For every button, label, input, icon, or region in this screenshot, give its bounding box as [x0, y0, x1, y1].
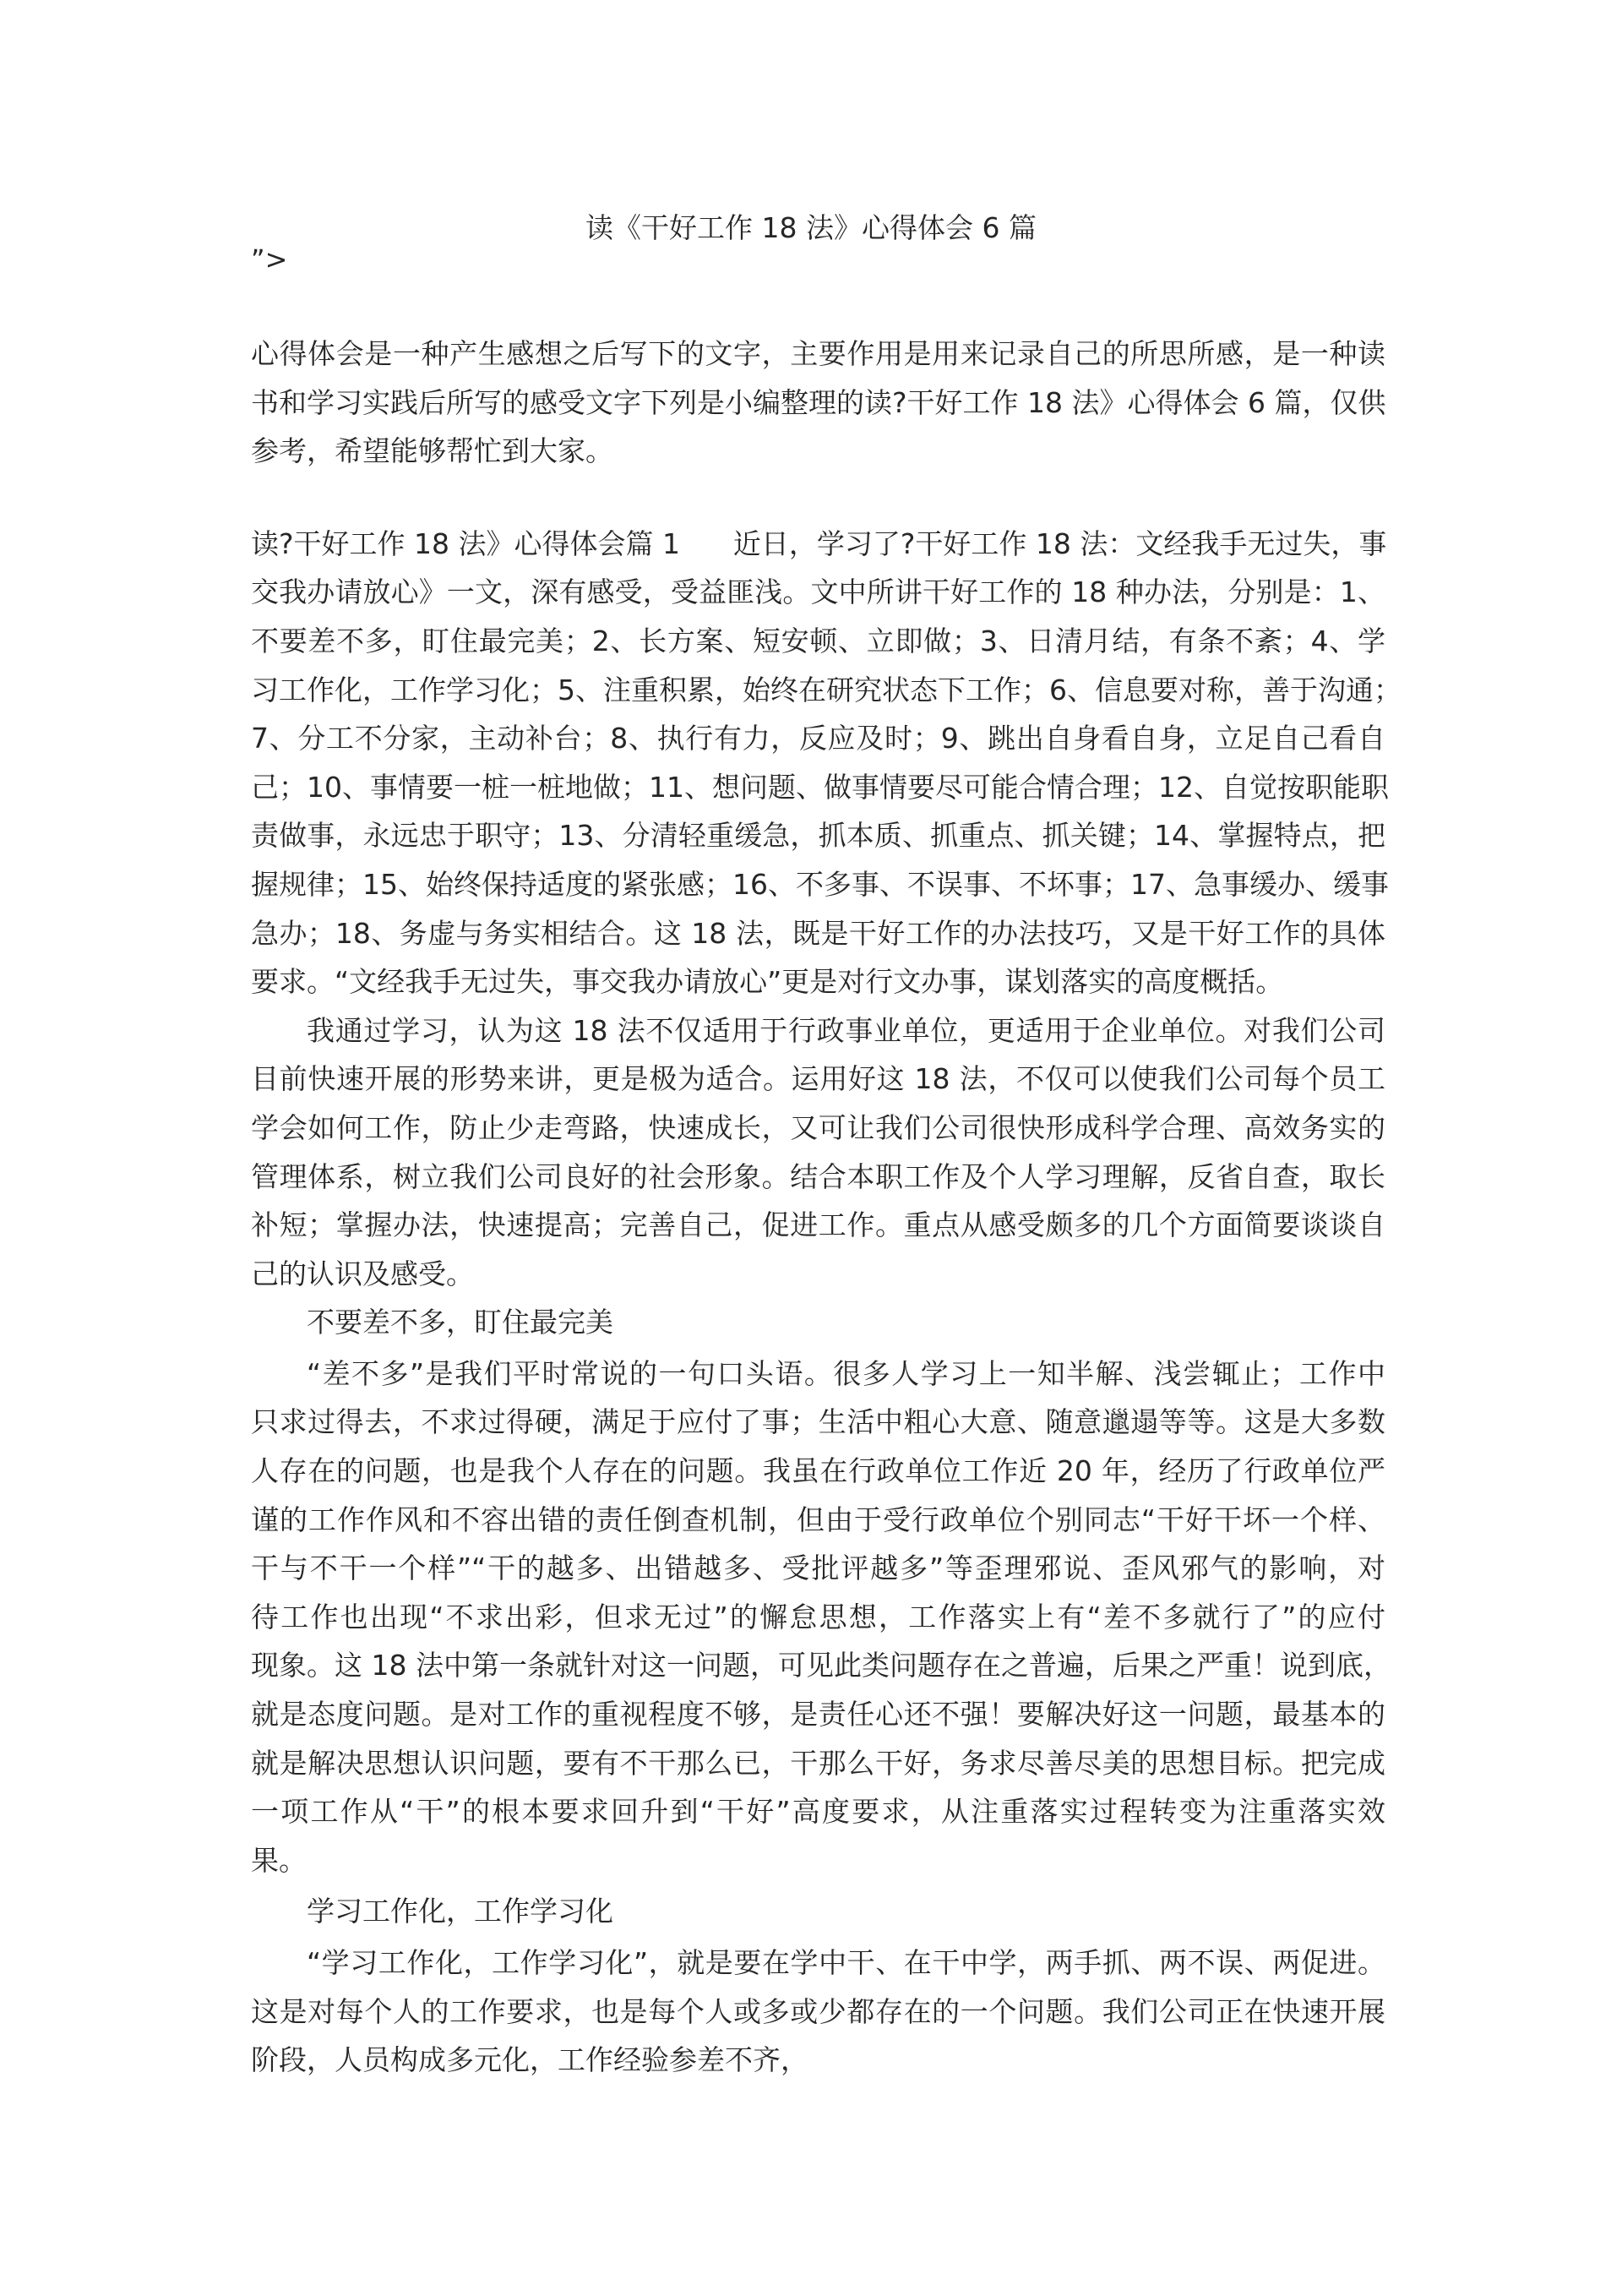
text-line: 要求。“文经我手无过失，事交我办请放心”更是对行文办事，谋划落实的高度概括。 [251, 965, 1284, 999]
text-line: 就是态度问题。是对工作的重视程度不够，是责任心还不强！要解决好这一问题，最基本的 [251, 1698, 1385, 1732]
text-line: 书和学习实践后所写的感受文字下列是小编整理的读?干好工作 18 法》心得体会 6 篇，仅供 [251, 385, 1386, 419]
stray-markup-text: ”> [251, 243, 288, 275]
text-line: 学会如何工作，防止少走弯路，快速成长，又可让我们公司很快形成科学合理、高效务实的 [251, 1110, 1385, 1144]
text-line: 待工作也出现“不求出彩，但求无过”的懈怠思想，工作落实上有“差不多就行了”的应付 [251, 1600, 1385, 1633]
text-line: 习工作化，工作学习化；5、注重积累，始终在研究状态下工作；6、信息要对称，善于沟通； [251, 673, 1402, 706]
text-line: 交我办请放心》一文，深有感受，受益匪浅。文中所讲干好工作的 18 种办法，分别是：1、 [251, 575, 1385, 609]
text-line: 己的认识及感受。 [251, 1257, 474, 1290]
text-line: “学习工作化，工作学习化”，就是要在学中干、在干中学，两手抓、两不误、两促进。 [307, 1946, 1385, 1979]
text-line: 一项工作从“干”的根本要求回升到“干好”高度要求，从注重落实过程转变为注重落实效 [251, 1795, 1385, 1829]
text-line: 7、分工不分家，主动补台；8、执行有力，反应及时；9、跳出自身看自身，立足自己看自 [251, 722, 1385, 755]
text-line: 读?干好工作 18 法》心得体会篇 1 近日，学习了?干好工作 18 法：文经我手无过失，事 [251, 526, 1387, 560]
section-heading [251, 1887, 1385, 1936]
text-line: 急办；18、务虚与务实相结合。这 18 法，既是干好工作的办法技巧，又是干好工作的具体 [251, 916, 1385, 950]
paragraph [251, 1006, 1385, 1299]
text-line: 己；10、事情要一桩一桩地做；11、想问题、做事情要尽可能合情合理；12、自觉按职能职 [251, 770, 1389, 804]
text-line: 补短；掌握办法，快速提高；完善自己，促进工作。重点从感受颇多的几个方面简要谈谈自 [251, 1208, 1385, 1242]
paragraph [251, 330, 1385, 476]
text-line: 人存在的问题，也是我个人存在的问题。我虽在行政单位工作近 20 年，经历了行政单位严 [251, 1454, 1385, 1488]
text-line: 干与不干一个样”“干的越多、出错越多、受批评越多”等歪理邪说、歪风邪气的影响，对 [251, 1552, 1385, 1585]
text-line: 心得体会是一种产生感想之后写下的文字，主要作用是用来记录自己的所思所感，是一种读 [251, 337, 1385, 370]
paragraph [251, 1939, 1385, 2085]
text-line: 不要差不多，盯住最完美 [307, 1306, 613, 1339]
text-line: 我通过学习，认为这 18 法不仅适用于行政事业单位，更适用于企业单位。对我们公司 [307, 1013, 1385, 1047]
paragraph [251, 1350, 1391, 1885]
paragraph [251, 520, 1402, 1006]
text-line: 握规律；15、始终保持适度的紧张感；16、不多事、不误事、不坏事；17、急事缓办、缓事 [251, 867, 1389, 901]
text-line: 就是解决思想认识问题，要有不干那么已，干那么干好，务求尽善尽美的思想目标。把完成 [251, 1746, 1385, 1780]
text-line: 不要差不多，盯住最完美；2、长方案、短安顿、立即做；3、日清月结，有条不紊；4、学 [251, 624, 1385, 657]
text-line: “差不多”是我们平时常说的一句口头语。很多人学习上一知半解、浅尝辄止；工作中 [307, 1356, 1385, 1390]
document-title: 读《干好工作 18 法》心得体会 6 篇 [585, 211, 1037, 244]
text-line: 这是对每个人的工作要求，也是每个人或多或少都存在的一个问题。我们公司正在快速开展 [251, 1994, 1385, 2028]
text-line: 谨的工作作风和不容出错的责任倒查机制，但由于受行政单位个别同志“干好干坏一个样、 [251, 1502, 1385, 1536]
section-heading [251, 1298, 1385, 1347]
text-line: 目前快速开展的形势来讲，更是极为适合。运用好这 18 法，不仅可以使我们公司每个员工 [251, 1062, 1385, 1096]
document-body [251, 330, 1402, 2085]
text-line: 学习工作化，工作学习化 [307, 1895, 613, 1928]
text-line: 阶段，人员构成多元化，工作经验参差不齐， [251, 2043, 808, 2077]
text-line: 果。 [251, 1843, 307, 1877]
text-line: 参考，希望能够帮忙到大家。 [251, 434, 613, 468]
text-line: 责做事，永远忠于职守；13、分清轻重缓急，抓本质、抓重点、抓关键；14、掌握特点，把 [251, 819, 1385, 853]
text-line: 现象。这 18 法中第一条就针对这一问题，可见此类问题存在之普遍，后果之严重！说到底， [251, 1649, 1391, 1682]
text-line: 只求过得去，不求过得硬，满足于应付了事；生活中粗心大意、随意邋遢等等。这是大多数 [251, 1405, 1385, 1439]
text-line: 管理体系，树立我们公司良好的社会形象。结合本职工作及个人学习理解，反省自查，取长 [251, 1159, 1385, 1193]
